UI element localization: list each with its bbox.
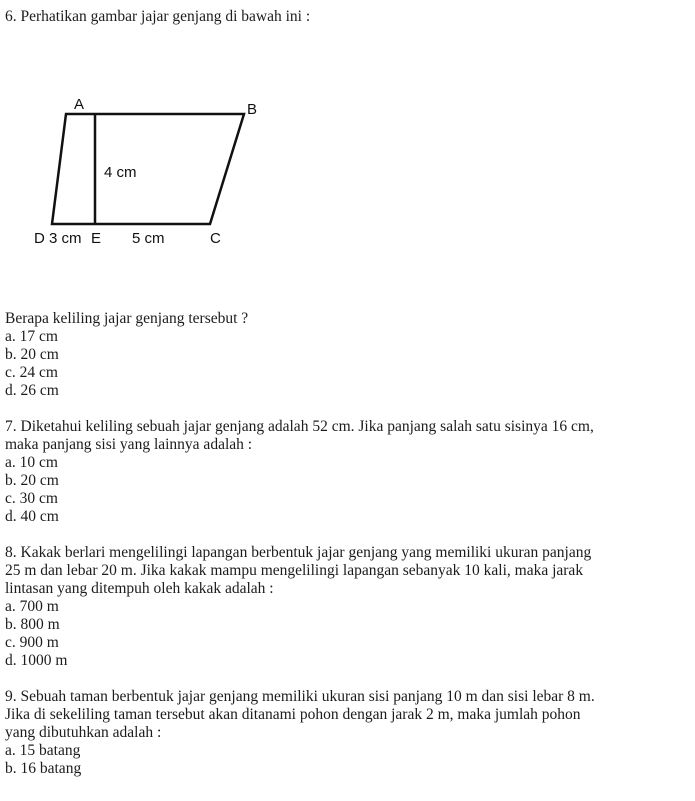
vertex-label-c: C <box>210 230 221 247</box>
question-9-option-a[interactable]: a. 15 batang <box>5 742 81 759</box>
question-7-option-b[interactable]: b. 20 cm <box>5 472 59 489</box>
question-6-text: Berapa keliling jajar genjang tersebut ? <box>5 310 249 327</box>
question-8-option-a[interactable]: a. 700 m <box>5 598 59 615</box>
question-6-title: 6. Perhatikan gambar jajar genjang di bawah ini : <box>5 8 311 25</box>
question-6-option-a[interactable]: a. 17 cm <box>5 328 58 345</box>
vertex-label-b: B <box>247 101 258 118</box>
parallelogram-figure <box>28 92 268 262</box>
question-8-option-b[interactable]: b. 800 m <box>5 616 60 633</box>
question-8-option-c[interactable]: c. 900 m <box>5 634 59 651</box>
question-9-option-b[interactable]: b. 16 batang <box>5 760 82 777</box>
vertex-label-a: A <box>74 96 85 113</box>
parallelogram-shape <box>52 114 244 224</box>
question-8-text-line3: lintasan yang ditempuh oleh kakak adalah : <box>5 580 274 597</box>
question-9-text-line3: yang dibutuhkan adalah : <box>5 724 162 741</box>
question-6-option-b[interactable]: b. 20 cm <box>5 346 59 363</box>
question-7-option-d[interactable]: d. 40 cm <box>5 508 59 525</box>
question-8-text-line2: 25 m dan lebar 20 m. Jika kakak mampu mengelilingi lapangan sebanyak 10 kali, maka jarak <box>5 562 584 579</box>
question-9-text-line2: Jika di sekeliling taman tersebut akan ditanami pohon dengan jarak 2 m, maka jumlah pohon <box>5 706 581 723</box>
point-label-e: E <box>91 230 102 247</box>
question-7-text-line1: 7. Diketahui keliling sebuah jajar genjang adalah 52 cm. Jika panjang salah satu sisinya 16 cm, <box>5 418 594 435</box>
height-label: 4 cm <box>104 164 137 181</box>
question-8-text-line1: 8. Kakak berlari mengelilingi lapangan berbentuk jajar genjang yang memiliki ukuran panjang <box>5 544 592 561</box>
question-8-option-d[interactable]: d. 1000 m <box>5 652 68 669</box>
question-7-option-c[interactable]: c. 30 cm <box>5 490 58 507</box>
question-7-option-a[interactable]: a. 10 cm <box>5 454 58 471</box>
segment-de-label: 3 cm <box>49 230 82 247</box>
question-9-text-line1: 9. Sebuah taman berbentuk jajar genjang memiliki ukuran sisi panjang 10 m dan sisi lebar 8 m. <box>5 688 595 705</box>
question-6-option-c[interactable]: c. 24 cm <box>5 364 58 381</box>
question-7-text-line2: maka panjang sisi yang lainnya adalah : <box>5 436 253 453</box>
vertex-label-d: D <box>34 230 45 247</box>
question-6-option-d[interactable]: d. 26 cm <box>5 382 59 399</box>
segment-ec-label: 5 cm <box>132 230 165 247</box>
